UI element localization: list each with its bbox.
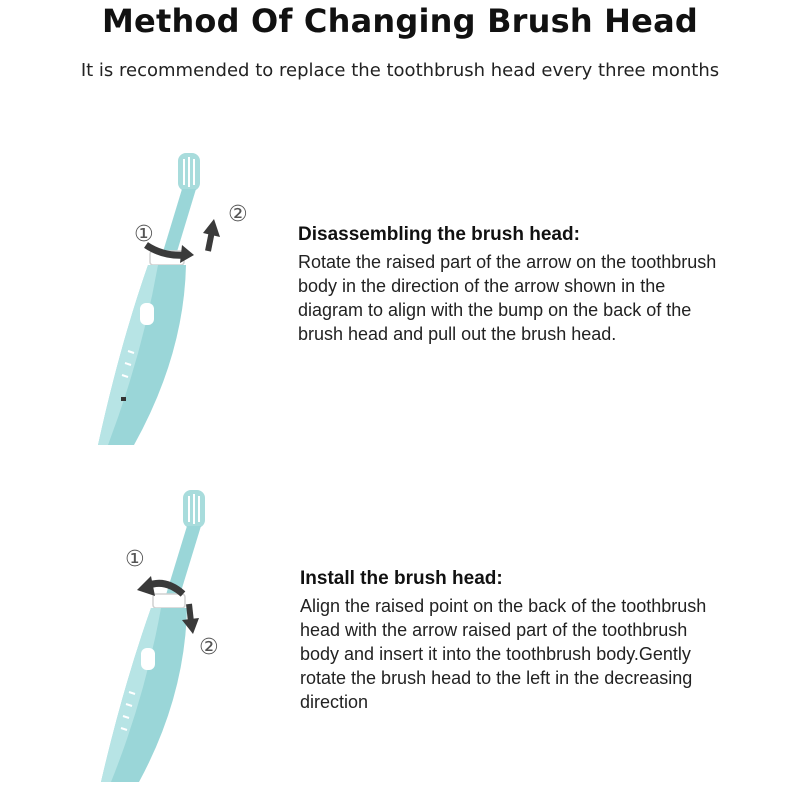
power-button-icon: [140, 303, 154, 325]
step-install: [300, 568, 720, 714]
step-marker-1: ①: [134, 222, 154, 247]
toothbrush-figure-disassemble: [90, 145, 270, 455]
step-marker-2: ②: [228, 202, 248, 227]
step-body: Align the raised point on the back of the toothbrush head with the arrow raised part of the toothbrush body and insert it into the toothbrush body.Gently rotate the brush head to the left in the decreasing direction: [300, 596, 707, 712]
step-disassemble: [298, 224, 718, 346]
step-marker-1: ①: [125, 547, 145, 572]
toothbrush-figure-install: [95, 482, 275, 792]
step-marker-2: ②: [199, 635, 219, 660]
power-button-icon: [141, 648, 155, 670]
page-subtitle: It is recommended to replace the toothbrush head every three months: [80, 60, 720, 81]
page-title: Method Of Changing Brush Head: [102, 2, 698, 40]
step-heading: Disassembling the brush head:: [298, 224, 580, 245]
step-heading: Install the brush head:: [300, 568, 503, 589]
step-body: Rotate the raised part of the arrow on the toothbrush body in the direction of the arrow shown in the diagram to align with the bump on the back of the brush head and pull out the brush head.: [298, 252, 717, 344]
brush-neck-icon: [162, 189, 196, 255]
